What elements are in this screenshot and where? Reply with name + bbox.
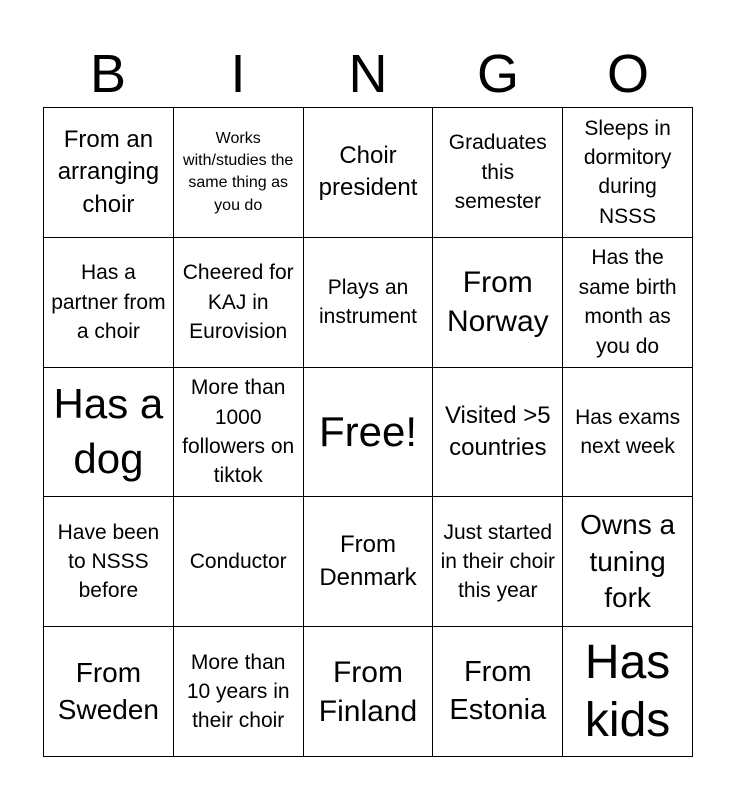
header-letter-n: N (348, 44, 388, 104)
bingo-cell[interactable] (44, 368, 174, 498)
bingo-cell[interactable] (174, 238, 304, 368)
bingo-cell[interactable] (563, 627, 693, 757)
bingo-cell[interactable] (433, 238, 563, 368)
cell-text: Has a partner from a choir (51, 261, 166, 343)
bingo-cell[interactable] (433, 627, 563, 757)
cell-text: From Finland (318, 655, 418, 728)
cell-text: Just started in their choir this year (440, 520, 555, 603)
bingo-cell[interactable] (563, 368, 693, 498)
cell-text: Cheered for KAJ in Eurovision (182, 261, 294, 343)
cell-text: Plays an instrument (318, 275, 418, 329)
bingo-cell[interactable] (174, 497, 304, 627)
cell-text: Works with/studies the same thing as you do (183, 129, 294, 214)
cell-text: Free! (318, 407, 417, 455)
bingo-cell[interactable] (44, 497, 174, 627)
cell-text: More than 10 years in their choir (186, 650, 290, 733)
bingo-cell[interactable] (304, 108, 434, 238)
bingo-cell free-space[interactable] (304, 368, 434, 498)
bingo-grid (43, 107, 693, 757)
bingo-cell[interactable] (433, 108, 563, 238)
cell-text: Has kids (584, 636, 671, 747)
bingo-cell[interactable] (563, 108, 693, 238)
cell-text: More than 1000 followers on tiktok (182, 376, 295, 488)
cell-text: From Estonia (449, 655, 547, 726)
bingo-cell[interactable] (174, 627, 304, 757)
cell-text: From Denmark (319, 531, 417, 591)
header-letter-o: O (606, 44, 649, 104)
bingo-header (43, 40, 693, 108)
cell-text: Has the same birth month as you do (578, 246, 677, 358)
bingo-cell[interactable] (44, 108, 174, 238)
header-letter-g: G (476, 44, 519, 104)
bingo-cell[interactable] (433, 368, 563, 498)
header-letter-b: B (89, 44, 127, 104)
cell-text: Visited >5 countries (444, 401, 551, 461)
bingo-cell[interactable] (304, 497, 434, 627)
bingo-cell[interactable] (44, 627, 174, 757)
bingo-cell[interactable] (174, 108, 304, 238)
bingo-cell[interactable] (563, 238, 693, 368)
bingo-cell[interactable] (174, 368, 304, 498)
cell-text: Graduates this semester (448, 131, 547, 214)
cell-text: Have been to NSSS before (57, 520, 160, 603)
cell-text: Conductor (189, 550, 287, 574)
cell-text: Choir president (318, 142, 418, 202)
cell-text: From Sweden (57, 657, 159, 725)
cell-text: From Norway (446, 266, 549, 339)
cell-text: From an arranging choir (57, 125, 160, 218)
cell-text: Sleeps in dormitory during NSSS (583, 116, 672, 228)
bingo-cell[interactable] (563, 497, 693, 627)
cell-text: Has a dog (53, 380, 164, 482)
cell-text: Owns a tuning fork (580, 509, 676, 613)
bingo-cell[interactable] (304, 238, 434, 368)
bingo-cell[interactable] (44, 238, 174, 368)
cell-text: Has exams next week (575, 405, 681, 458)
header-letter-i: I (230, 44, 246, 104)
bingo-cell[interactable] (304, 627, 434, 757)
bingo-cell[interactable] (433, 497, 563, 627)
